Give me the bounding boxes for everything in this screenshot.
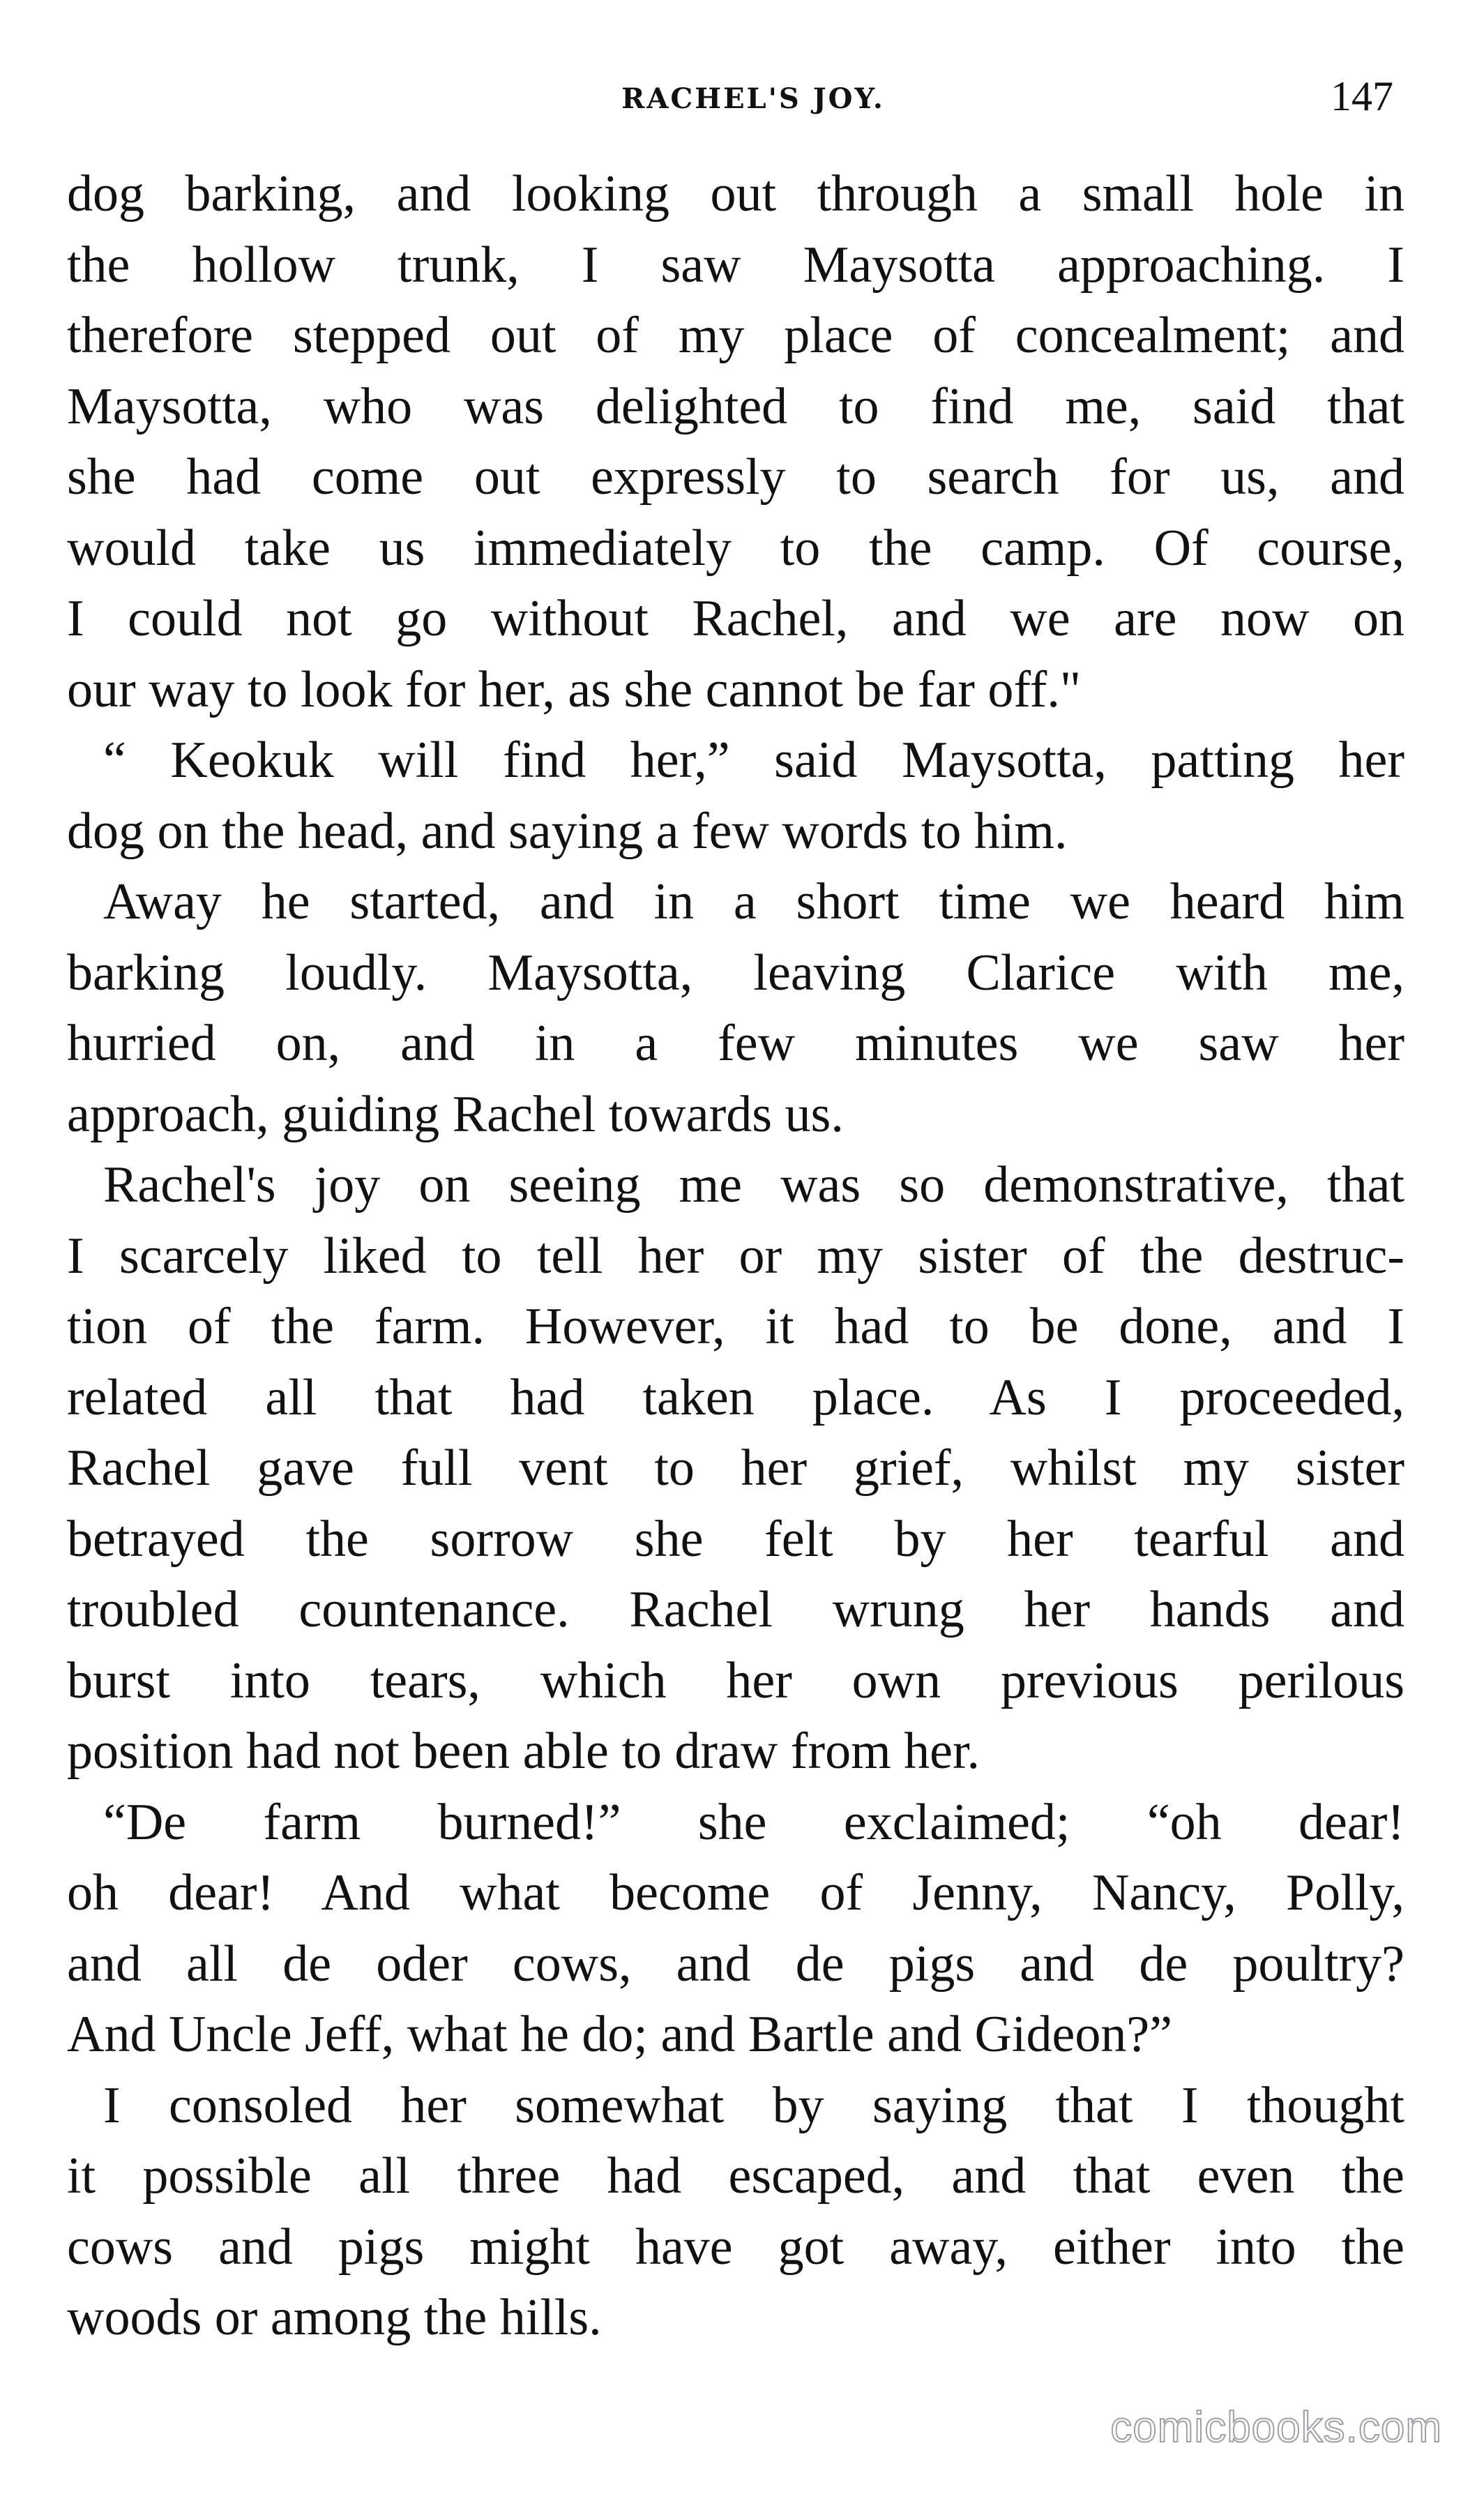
text-line: Rachel gave full vent to her grief, whilst my sister — [67, 1440, 1404, 1497]
text-line: dog barking, and looking out through a small hole in — [67, 165, 1404, 222]
text-line: and all de oder cows, and de pigs and de poultry? — [67, 1935, 1404, 1993]
text-line: I scarcely liked to tell her or my sister of the destruc- — [67, 1227, 1404, 1285]
text-line: Rachel's joy on seeing me was so demonstrative, that — [103, 1156, 1404, 1214]
text-line: And Uncle Jeff, what he do; and Bartle and Gideon?” — [67, 2006, 1173, 2063]
text-line: the hollow trunk, I saw Maysotta approaching. I — [67, 236, 1404, 294]
running-title: RACHEL'S JOY. — [621, 82, 885, 115]
text-line: hurried on, and in a few minutes we saw her — [67, 1015, 1404, 1072]
text-line: “ Keokuk will find her,” said Maysotta, patting her — [103, 732, 1404, 789]
text-line: barking loudly. Maysotta, leaving Clarice with me, — [67, 944, 1404, 1002]
text-line: burst into tears, which her own previous perilous — [67, 1652, 1404, 1709]
text-line: dog on the head, and saying a few words to him. — [67, 802, 1068, 860]
text-line: cows and pigs might have got away, either into the — [67, 2218, 1404, 2276]
text-line: she had come out expressly to search for us, and — [67, 448, 1404, 506]
text-line: I consoled her somewhat by saying that I thought — [103, 2076, 1404, 2134]
text-line: approach, guiding Rachel towards us. — [67, 1085, 844, 1143]
text-line: betrayed the sorrow she felt by her tearful and — [67, 1510, 1404, 1568]
text-line: it possible all three had escaped, and that even the — [67, 2147, 1404, 2205]
text-line: would take us immediately to the camp. Of course, — [67, 519, 1404, 577]
text-line: position had not been able to draw from her. — [67, 1723, 980, 1780]
text-line: “De farm burned!” she exclaimed; “oh dear! — [103, 1793, 1404, 1851]
running-head — [0, 73, 1484, 138]
text-line: I could not go without Rachel, and we are now on — [67, 590, 1404, 647]
text-line: Maysotta, who was delighted to find me, said that — [67, 377, 1404, 435]
body-text — [67, 159, 1404, 2354]
page-number: 147 — [1331, 73, 1393, 119]
text-line: oh dear! And what become of Jenny, Nancy, Polly, — [67, 1864, 1404, 1921]
text-line: woods or among the hills. — [67, 2289, 602, 2346]
text-line: our way to look for her, as she cannot be far off." — [67, 660, 1082, 718]
text-line: Away he started, and in a short time we heard him — [103, 873, 1404, 930]
text-line: therefore stepped out of my place of concealment; and — [67, 307, 1404, 364]
text-line: related all that had taken place. As I proceeded, — [67, 1368, 1404, 1426]
text-line: troubled countenance. Rachel wrung her hands and — [67, 1581, 1404, 1638]
watermark-text: comicbooks.com — [1110, 2403, 1442, 2451]
text-line: tion of the farm. However, it had to be done, and I — [67, 1298, 1404, 1355]
